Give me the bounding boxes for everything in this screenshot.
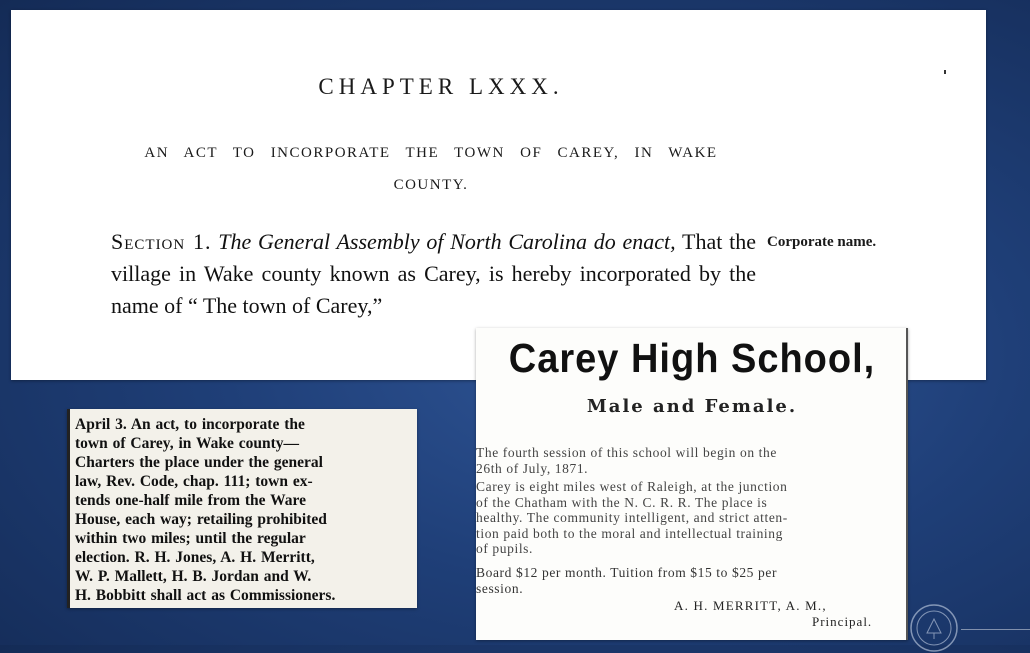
clipping-text <box>75 415 409 605</box>
clipping-line: April 3. An act, to incorporate the <box>75 416 305 433</box>
ad-line: session. <box>476 580 524 596</box>
clipping-border <box>67 409 70 608</box>
ad-subtitle: Male and Female. <box>586 396 798 417</box>
ad-line: The fourth session of this school will begin on the <box>476 445 777 460</box>
ad-title: Carey High School, <box>508 336 876 382</box>
ad-line: healthy. The community intelligent, and strict atten- <box>476 510 788 525</box>
act-title <box>111 137 751 201</box>
ad-line: 26th of July, 1871. <box>476 460 589 476</box>
act-title-line-1: AN ACT TO INCORPORATE THE TOWN OF CAREY, IN WAKE <box>144 145 718 161</box>
ad-signature: A. H. MERRITT, A. M., <box>674 598 827 613</box>
enacting-clause: The General Assembly of North Carolina do enact, <box>218 229 676 254</box>
section-1-text <box>111 226 756 322</box>
clipping-line: tends one-half mile from the Ware <box>75 492 307 509</box>
ad-line: tion paid both to the moral and intellectual training <box>476 525 783 541</box>
clipping-line: law, Rev. Code, chap. 111; town ex- <box>75 473 313 490</box>
seal-logo-icon <box>909 603 959 653</box>
clipping-line: H. Bobbitt shall act as Commissioners. <box>75 587 336 604</box>
seal-underline <box>961 629 1030 630</box>
ad-line: Carey is eight miles west of Raleigh, at the junction <box>476 479 788 494</box>
newspaper-clipping <box>67 409 417 608</box>
ad-paragraph-fees <box>476 565 904 596</box>
ad-signature-role: Principal. <box>812 614 873 629</box>
ad-line: of the Chatham with the N. C. R. R. The place is <box>476 494 768 510</box>
clipping-line: within two miles; until the regular <box>75 530 306 547</box>
clipping-line: W. P. Mallett, H. B. Jordan and W. <box>75 568 312 585</box>
ad-line: of pupils. <box>476 541 534 556</box>
print-speck <box>944 70 946 74</box>
margin-note: Corporate name. <box>767 234 877 250</box>
ad-line: Board $12 per month. Tuition from $15 to $25 per <box>476 565 778 580</box>
ad-paragraph-location <box>476 479 904 557</box>
clipping-line: election. R. H. Jones, A. H. Merritt, <box>75 549 315 566</box>
clipping-line: House, each way; retailing prohibited <box>75 511 327 528</box>
chapter-heading: CHAPTER LXXX. <box>318 74 564 99</box>
clipping-line: town of Carey, in Wake county— <box>75 435 300 452</box>
act-title-line-2: COUNTY. <box>393 177 469 193</box>
ad-border <box>906 328 908 640</box>
school-advertisement <box>476 328 908 640</box>
clipping-line: Charters the place under the general <box>75 454 323 471</box>
ad-paragraph-session <box>476 445 904 476</box>
section-label: Section 1. <box>111 229 212 254</box>
section-body: That the village in Wake county known as Carey, is hereby incorporated by the name of “ The town of Carey,” <box>111 229 756 318</box>
statute-clipping <box>11 10 986 380</box>
